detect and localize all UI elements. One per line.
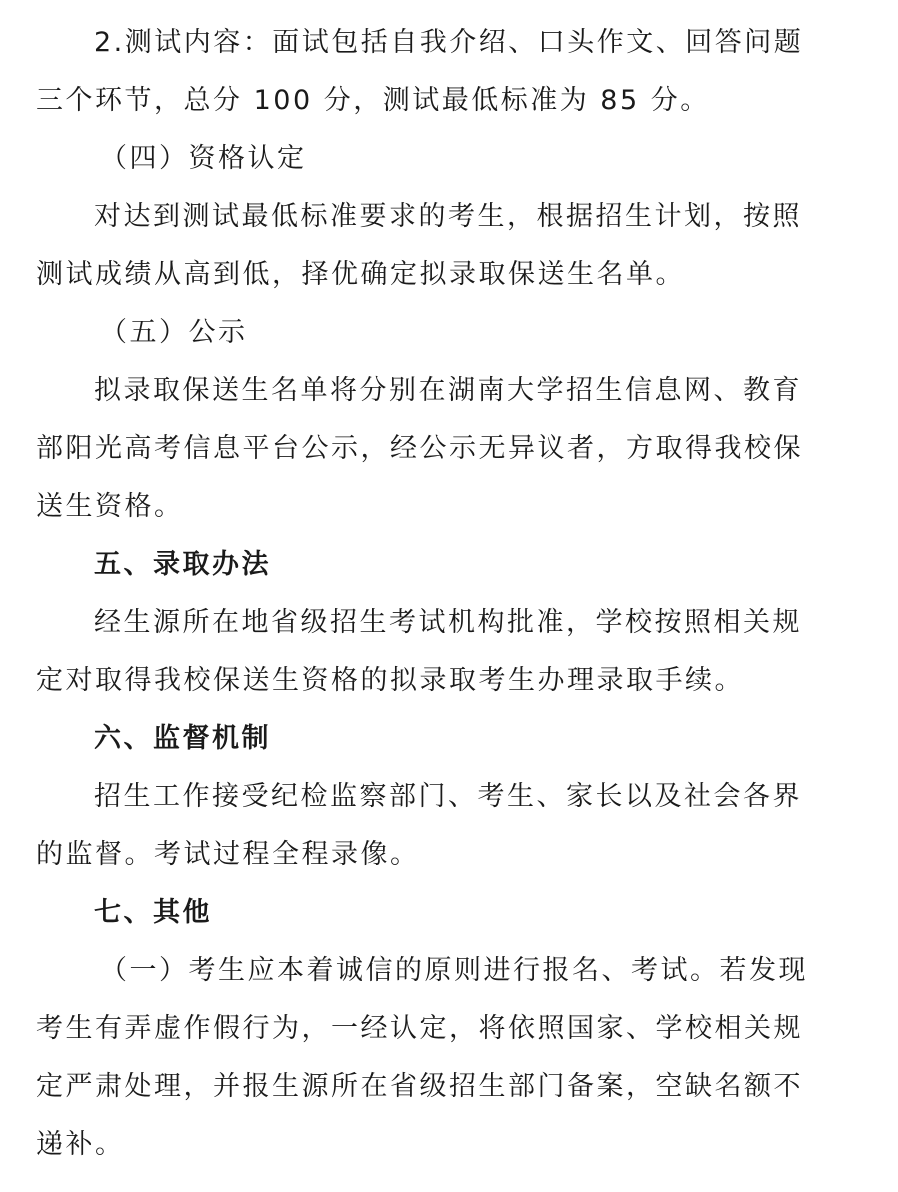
paragraph-line: 拟录取保送生名单将分别在湖南大学招生信息网、教育 — [94, 375, 802, 406]
paragraph-line: 部阳光高考信息平台公示，经公示无异议者，方取得我校保 — [36, 433, 803, 464]
section-heading: 五、录取办法 — [94, 549, 271, 580]
paragraph-line: 2.测试内容：面试包括自我介绍、口头作文、回答问题 — [94, 27, 804, 58]
paragraph-line: 三个环节，总分 100 分，测试最低标准为 85 分。 — [36, 85, 710, 116]
paragraph-line: 送生资格。 — [36, 491, 184, 522]
subsection-heading: （五）公示 — [100, 317, 248, 348]
subsection-heading: （四）资格认定 — [100, 143, 307, 174]
paragraph-line: 定对取得我校保送生资格的拟录取考生办理录取手续。 — [36, 665, 744, 696]
paragraph-line: 招生工作接受纪检监察部门、考生、家长以及社会各界 — [94, 781, 802, 812]
paragraph-line: 定严肃处理，并报生源所在省级招生部门备案，空缺名额不 — [36, 1071, 803, 1102]
paragraph-line: （一）考生应本着诚信的原则进行报名、考试。若发现 — [100, 955, 808, 986]
paragraph-line: 的监督。考试过程全程录像。 — [36, 839, 420, 870]
document-body — [36, 14, 816, 1174]
paragraph-line: 测试成绩从高到低，择优确定拟录取保送生名单。 — [36, 259, 685, 290]
section-heading: 六、监督机制 — [94, 723, 271, 754]
paragraph-line: 递补。 — [36, 1129, 125, 1160]
section-heading: 七、其他 — [94, 897, 212, 928]
paragraph-line: 考生有弄虚作假行为，一经认定，将依照国家、学校相关规 — [36, 1013, 803, 1044]
paragraph-line: 对达到测试最低标准要求的考生，根据招生计划，按照 — [94, 201, 802, 232]
paragraph-line: 经生源所在地省级招生考试机构批准，学校按照相关规 — [94, 607, 802, 638]
